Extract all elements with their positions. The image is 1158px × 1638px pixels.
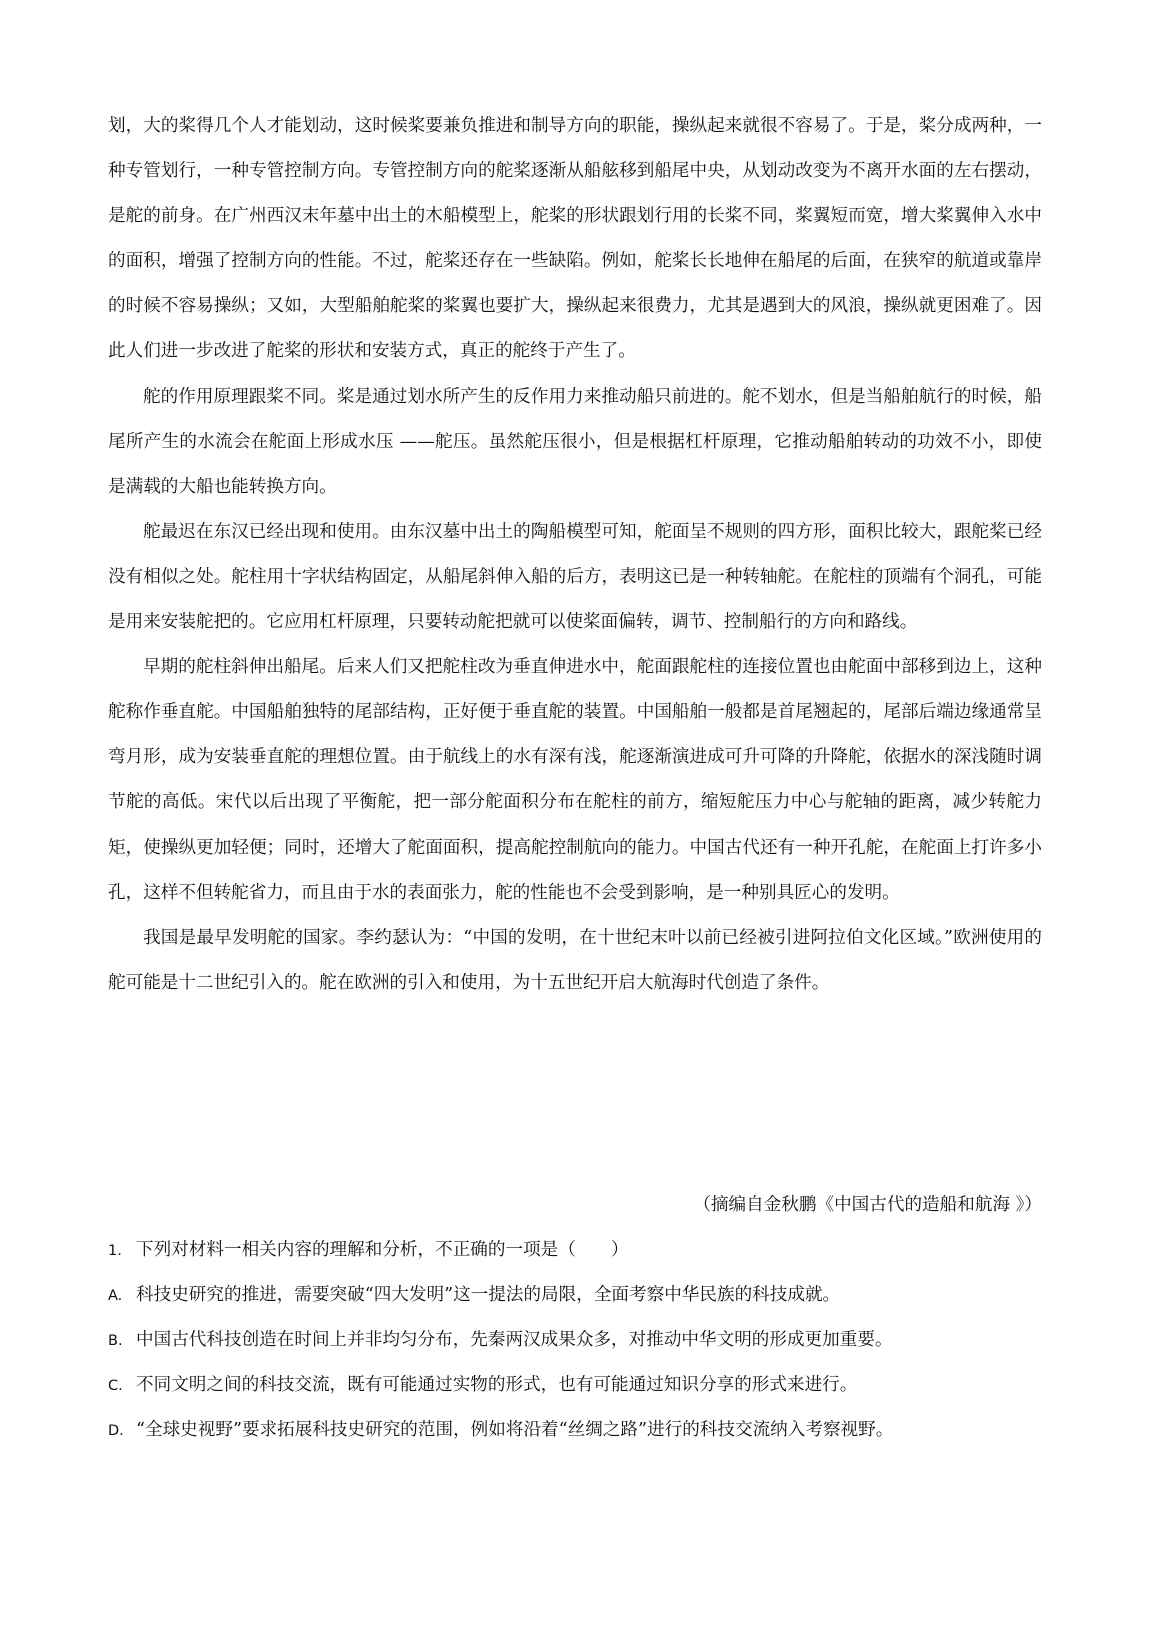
question-stem <box>108 1232 1048 1277</box>
option-text: 不同文明之间的科技交流，既有可能通过实物的形式，也有可能通过知识分享的形式来进行。 <box>136 1375 858 1395</box>
passage-source-citation: （摘编自金秋鹏《中国古代的造船和航海 》） <box>693 1195 1042 1215</box>
passage-paragraph: 舵最迟在东汉已经出现和使用。由东汉墓中出土的陶船模型可知，舵面呈不规则的四方形，面积比较大，跟舵桨已经没有相似之处。舵柱用十字状结构固定，从船尾斜伸入船的后方，表明这已是一种转轴舵。在舵柱的顶端有个洞孔，可能是用来安装舵把的。它应用杠杆原理，只要转动舵把就可以使桨面偏转，调节、控制船行的方向和路线。 <box>108 521 1042 633</box>
question-number: 1. <box>108 1243 122 1259</box>
reading-passage <box>108 104 1042 1006</box>
option-d[interactable] <box>108 1412 1048 1457</box>
option-text: 科技史研究的推进，需要突破“四大发明”这一提法的局限，全面考察中华民族的科技成就。 <box>136 1285 841 1305</box>
passage-paragraph: 早期的舵柱斜伸出船尾。后来人们又把舵柱改为垂直伸进水中，舵面跟舵柱的连接位置也由舵面中部移到边上，这种舵称作垂直舵。中国船舶独特的尾部结构，正好便于垂直舵的装置。中国船舶一般都是首尾翘起的，尾部后端边缘通常呈弯月形，成为安装垂直舵的理想位置。由于航线上的水有深有浅，舵逐渐演进成可升可降的升降舵，依据水的深浅随时调节舵的高低。宋代以后出现了平衡舵，把一部分舵面积分布在舵柱的前方，缩短舵压力中心与舵轴的距离，减少转舵力矩，使操纵更加轻便；同时，还增大了舵面面积，提高舵控制航向的能力。中国古代还有一种开孔舵，在舵面上打许多小孔，这样不但转舵省力，而且由于水的表面张力，舵的性能也不会受到影响，是一种别具匠心的发明。 <box>108 657 1042 903</box>
option-a[interactable] <box>108 1277 1048 1322</box>
option-label: A. <box>108 1288 123 1304</box>
option-label: B. <box>108 1333 123 1349</box>
passage-paragraph: 舵的作用原理跟桨不同。桨是通过划水所产生的反作用力来推动船只前进的。舵不划水，但是当船舶航行的时候，船尾所产生的水流会在舵面上形成水压 ——舵压。虽然舵压很小，但是根据杠杆原理，它推动船舶转动的功效不小，即使是满载的大船也能转换方向。 <box>108 386 1042 497</box>
question-stem-text: 下列对材料一相关内容的理解和分析，不正确的一项是（ ） <box>136 1240 629 1260</box>
passage-paragraph: 划，大的桨得几个人才能划动，这时候桨要兼负推进和制导方向的职能，操纵起来就很不容易了。于是，桨分成两种，一种专管划行，一种专管控制方向。专管控制方向的舵桨逐渐从船舷移到船尾中央，从划动改变为不离开水面的左右摆动，是舵的前身。在广州西汉末年墓中出土的木船模型上，舵桨的形状跟划行用的长桨不同，桨翼短而宽，增大桨翼伸入水中的面积，增强了控制方向的性能。不过，舵桨还存在一些缺陷。例如，舵桨长长地伸在船尾的后面，在狭窄的航道或靠岸的时候不容易操纵；又如，大型船舶舵桨的桨翼也要扩大，操纵起来很费力，尤其是遇到大的风浪，操纵就更困难了。因此人们进一步改进了舵桨的形状和安装方式，真正的舵终于产生了。 <box>108 116 1042 362</box>
option-b[interactable] <box>108 1322 1048 1367</box>
passage-paragraph: 我国是最早发明舵的国家。李约瑟认为：“中国的发明，在十世纪末叶以前已经被引进阿拉伯文化区域。”欧洲使用的舵可能是十二世纪引入的。舵在欧洲的引入和使用，为十五世纪开启大航海时代创造了条件。 <box>108 927 1042 993</box>
question-block <box>108 1232 1048 1457</box>
option-text: 中国古代科技创造在时间上并非均匀分布，先秦两汉成果众多，对推动中华文明的形成更加重要。 <box>136 1330 893 1350</box>
option-text: “全球史视野”要求拓展科技史研究的范围，例如将沿着“丝绸之路”进行的科技交流纳入考察视野。 <box>136 1420 894 1440</box>
option-c[interactable] <box>108 1367 1048 1412</box>
option-label: C. <box>108 1378 123 1394</box>
option-label: D. <box>108 1423 124 1439</box>
